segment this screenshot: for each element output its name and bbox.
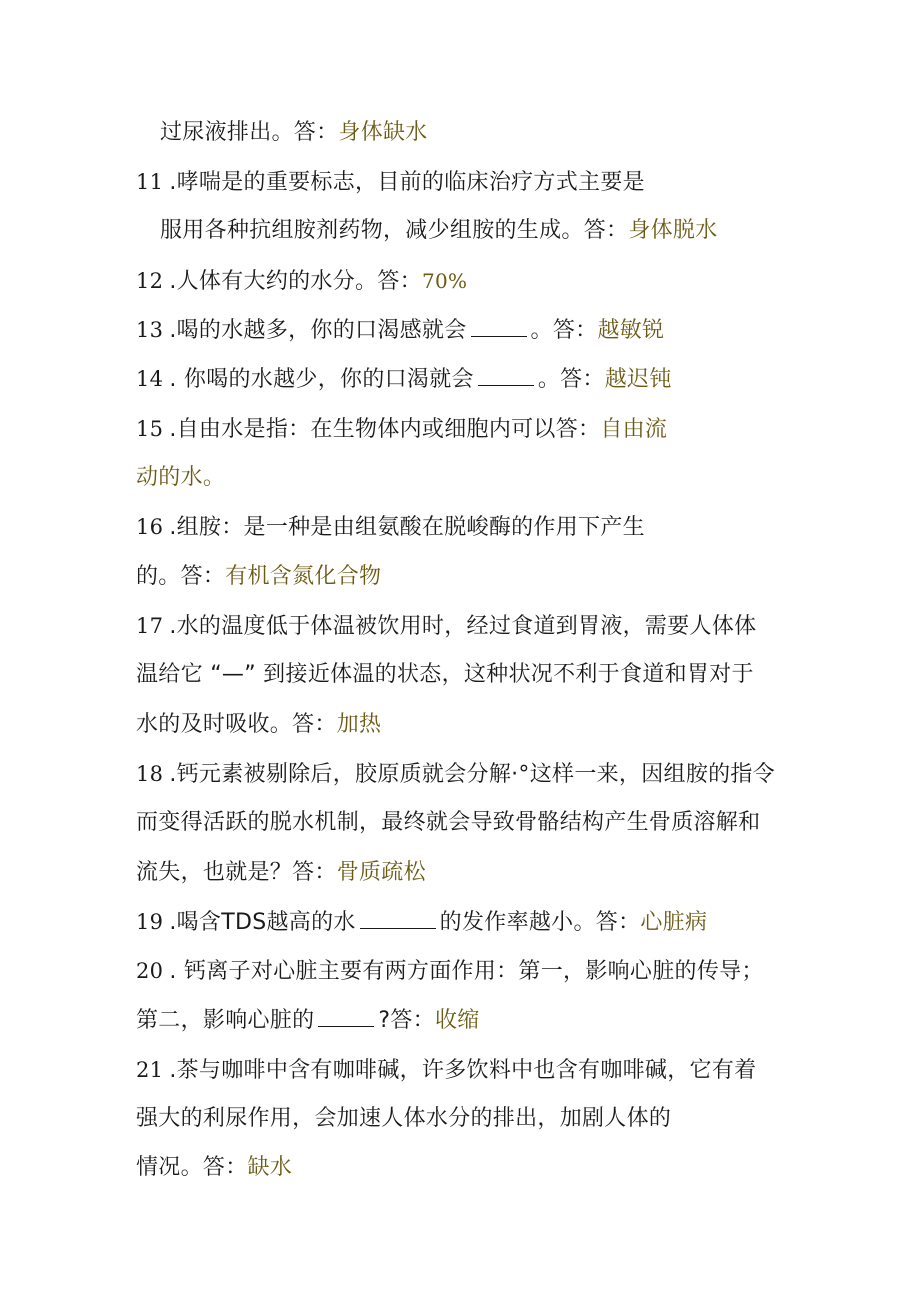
- question-text-after: 的发作率越小。答：: [439, 910, 641, 935]
- question-number: 16: [136, 515, 164, 539]
- line-text: 过尿液排出。答：: [160, 120, 339, 145]
- question-text: .水的温度低于体温被饮用时，经过食道到胃液，需要人体体: [169, 614, 757, 639]
- line-text: 水的及时吸收。答：: [136, 712, 337, 737]
- answer-text: 收缩: [434, 1008, 480, 1033]
- question-20: [136, 955, 764, 987]
- question-17-continued-2: [136, 709, 381, 741]
- question-number: 11: [136, 170, 164, 194]
- answer-text: 骨质疏松: [336, 860, 426, 885]
- answer-text: 越迟钝: [604, 367, 672, 392]
- answer-text: 自由流: [600, 417, 668, 442]
- question-text: .哮喘是的重要标志，目前的临床治疗方式主要是: [169, 170, 645, 195]
- question-21: [136, 1054, 756, 1086]
- question-21-continued-2: [136, 1152, 292, 1184]
- question-19: [136, 906, 707, 938]
- answer-text: 身体缺水: [338, 120, 428, 145]
- question-number: 13: [136, 318, 164, 342]
- line-text: 第二，影响心脏的: [136, 1008, 315, 1033]
- answer-text: 身体脱水: [628, 218, 718, 243]
- question-18: [136, 758, 775, 790]
- line-10-tail: [160, 117, 428, 149]
- line-text: 的。答：: [136, 564, 226, 589]
- question-text: . 钙离子对心脏主要有两方面作用：第一，影响心脏的传导；: [169, 959, 764, 984]
- fill-in-blank: [478, 363, 534, 386]
- line-text: 服用各种抗组胺剂药物，减少组胺的生成。答：: [160, 218, 629, 243]
- question-15-continued: [136, 462, 225, 494]
- question-number: 17: [136, 614, 164, 638]
- answer-text: 动的水。: [136, 465, 226, 490]
- question-text: .人体有大约的水分。答：: [169, 269, 422, 294]
- question-text-after: 。答：: [530, 318, 598, 343]
- line-text: 温给它 “—” 到接近体温的状态，这种状况不利于食道和胃对于: [136, 662, 754, 687]
- answer-text: 越敏锐: [597, 318, 665, 343]
- question-text: .喝的水越多，你的口渴感就会: [169, 318, 467, 343]
- question-text: .钙元素被剔除后，胶原质就会分解·°这样一来，因组胺的指令: [169, 762, 776, 787]
- question-15: [136, 413, 667, 445]
- question-13: [136, 314, 664, 346]
- question-text-after: 。答：: [537, 367, 605, 392]
- question-number: 21: [136, 1058, 164, 1082]
- answer-text: 加热: [336, 712, 382, 737]
- answer-text: 心脏病: [640, 910, 708, 935]
- question-11-continued: [160, 215, 718, 247]
- line-text: 流失，也就是？答：: [136, 860, 337, 885]
- fill-in-blank: [360, 906, 436, 929]
- question-number: 18: [136, 762, 164, 786]
- question-18-continued-2: [136, 857, 426, 889]
- question-number: 14: [136, 367, 164, 391]
- fill-in-blank: [471, 314, 527, 337]
- question-18-continued-1: [136, 807, 760, 839]
- question-text: . 你喝的水越少，你的口渴就会: [169, 367, 474, 392]
- question-16-continued: [136, 561, 381, 593]
- line-text: 而变得活跃的脱水机制，最终就会导致骨骼结构产生骨质溶解和: [136, 810, 761, 835]
- question-11: [136, 166, 645, 198]
- fill-in-blank: [318, 1004, 374, 1027]
- line-text: 强大的利尿作用，会加速人体水分的排出，加剧人体的: [136, 1106, 672, 1131]
- question-20-continued: [136, 1004, 480, 1036]
- question-number: 20: [136, 959, 164, 983]
- question-17: [136, 610, 756, 642]
- question-text: .茶与咖啡中含有咖啡碱，许多饮料中也含有咖啡碱，它有着: [169, 1058, 757, 1083]
- question-text: .组胺：是一种是由组氨酸在脱峻酶的作用下产生: [169, 515, 645, 540]
- question-16: [136, 511, 645, 543]
- line-text: 情况。答：: [136, 1155, 248, 1180]
- line-text-after: ?答：: [378, 1008, 435, 1033]
- question-17-continued-1: [136, 659, 754, 691]
- question-21-continued-1: [136, 1103, 671, 1135]
- question-number: 15: [136, 417, 164, 441]
- answer-text: 缺水: [247, 1155, 293, 1180]
- answer-text: 70%: [421, 269, 468, 293]
- question-number: 19: [136, 910, 164, 934]
- question-text: .自由水是指：在生物体内或细胞内可以答：: [169, 417, 601, 442]
- question-14: [136, 363, 672, 395]
- question-12: [136, 265, 467, 297]
- answer-text: 有机含氮化合物: [225, 564, 382, 589]
- question-text: .喝含TDS越高的水: [169, 910, 356, 935]
- question-number: 12: [136, 269, 164, 293]
